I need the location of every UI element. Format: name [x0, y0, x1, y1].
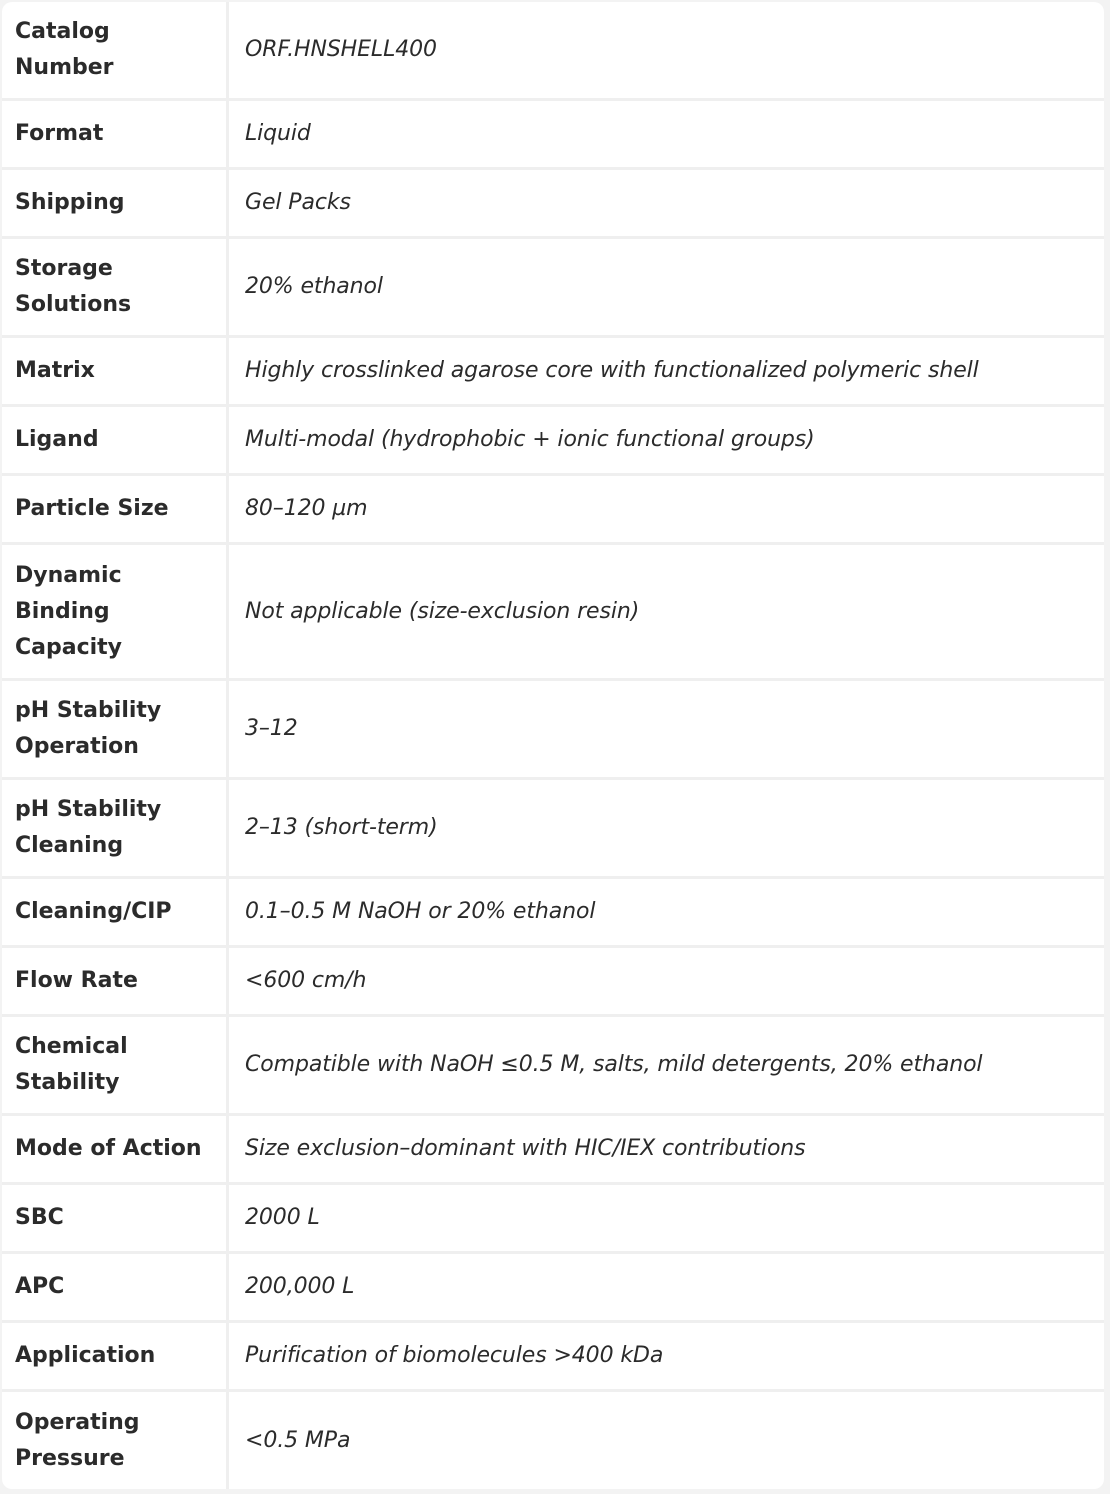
- table-row: [2, 2, 1104, 101]
- spec-label: Ligand: [2, 407, 229, 476]
- specifications-table: [2, 2, 1104, 1489]
- spec-label: pH Stability Cleaning: [2, 780, 229, 879]
- spec-value: Size exclusion–dominant with HIC/IEX contributions: [229, 1116, 1104, 1185]
- table-row: [2, 1116, 1104, 1185]
- table-row: [2, 780, 1104, 879]
- spec-value: 3–12: [229, 681, 1104, 780]
- spec-value: 0.1–0.5 M NaOH or 20% ethanol: [229, 879, 1104, 948]
- spec-value: ORF.HNSHELL400: [229, 2, 1104, 101]
- spec-value: Multi-modal (hydrophobic + ionic functional groups): [229, 407, 1104, 476]
- spec-value: Purification of biomolecules >400 kDa: [229, 1323, 1104, 1392]
- table-row: [2, 545, 1104, 681]
- table-row: [2, 476, 1104, 545]
- spec-value: Not applicable (size-exclusion resin): [229, 545, 1104, 681]
- table-row: [2, 1323, 1104, 1392]
- table-row: [2, 1392, 1104, 1489]
- table-row: [2, 239, 1104, 338]
- table-row: [2, 1185, 1104, 1254]
- spec-label: Matrix: [2, 338, 229, 407]
- spec-value: 80–120 µm: [229, 476, 1104, 545]
- spec-value: Gel Packs: [229, 170, 1104, 239]
- spec-value: 2–13 (short-term): [229, 780, 1104, 879]
- spec-value: 20% ethanol: [229, 239, 1104, 338]
- spec-label: APC: [2, 1254, 229, 1323]
- spec-label: Cleaning/CIP: [2, 879, 229, 948]
- spec-label: Operating Pressure: [2, 1392, 229, 1489]
- spec-value: <0.5 MPa: [245, 1427, 351, 1453]
- spec-label: Dynamic Binding Capacity: [2, 545, 229, 681]
- spec-value: <600 cm/h: [229, 948, 1104, 1017]
- spec-label: Flow Rate: [2, 948, 229, 1017]
- table-row: [2, 101, 1104, 170]
- spec-label: Storage Solutions: [2, 239, 229, 338]
- spec-value: Compatible with NaOH ≤0.5 M, salts, mild detergents, 20% ethanol: [229, 1017, 1104, 1116]
- spec-label: Shipping: [2, 170, 229, 239]
- table-row: [2, 879, 1104, 948]
- spec-label: SBC: [2, 1185, 229, 1254]
- table-row: [2, 681, 1104, 780]
- table-row: [2, 407, 1104, 476]
- spec-label: Chemical Stability: [2, 1017, 229, 1116]
- spec-label: Application: [2, 1323, 229, 1392]
- table-row: [2, 338, 1104, 407]
- spec-label: Particle Size: [2, 476, 229, 545]
- spec-label: pH Stability Operation: [2, 681, 229, 780]
- spec-value: Highly crosslinked agarose core with functionalized polymeric shell: [229, 338, 1104, 407]
- spec-label: Catalog Number: [2, 2, 229, 101]
- table-row: [2, 948, 1104, 1017]
- table-row: [2, 1017, 1104, 1116]
- spec-value: 2000 L: [229, 1185, 1104, 1254]
- table-row: [2, 170, 1104, 239]
- spec-label: Mode of Action: [2, 1116, 229, 1185]
- table-row: [2, 1254, 1104, 1323]
- spec-value: Liquid: [229, 101, 1104, 170]
- spec-value: 200,000 L: [229, 1254, 1104, 1323]
- spec-label: Format: [2, 101, 229, 170]
